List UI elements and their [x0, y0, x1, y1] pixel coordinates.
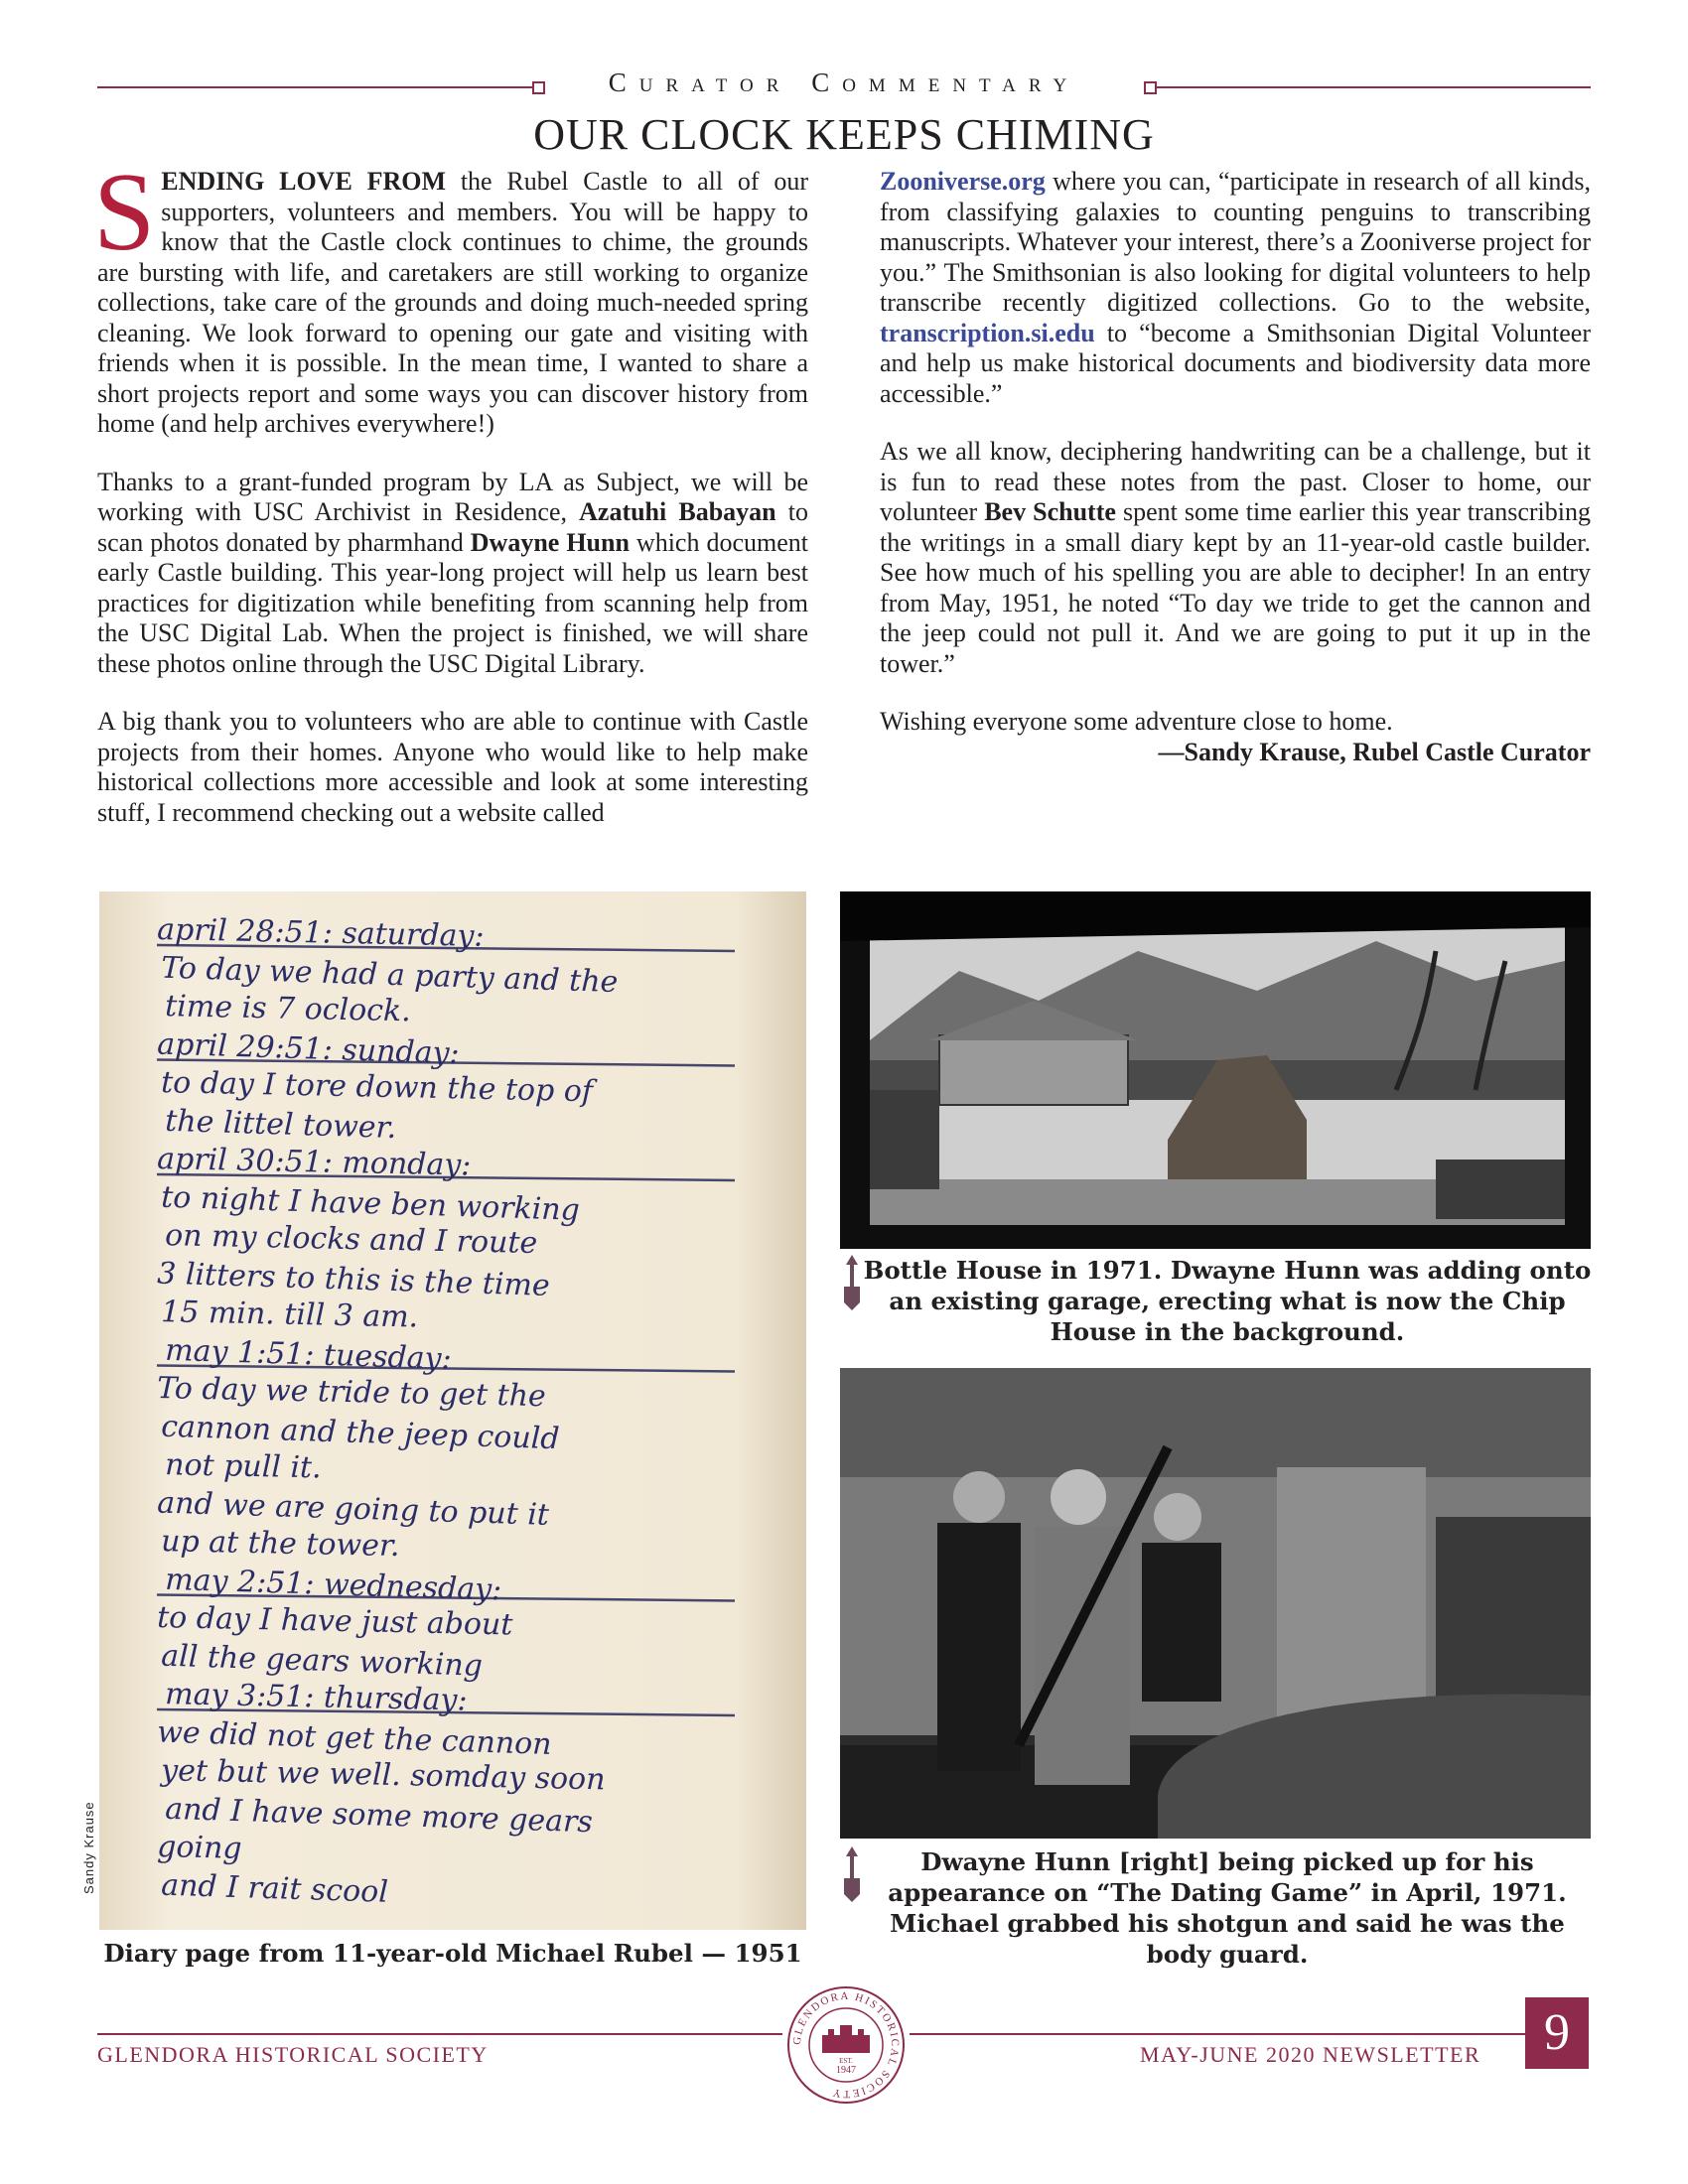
- paragraph-closing: Wishing everyone some adventure close to home.: [880, 707, 1393, 736]
- dating-game-caption: Dwayne Hunn [right] being picked up for his appearance on “The Dating Game” in April, 1971. Michael grabbed his shotgun and said he was the body guard.: [888, 1847, 1567, 1969]
- svg-text:GLENDORA HISTORICAL SOCIETY: GLENDORA HISTORICAL SOCIETY: [790, 1989, 902, 2101]
- diary-handwriting-line: going: [156, 1830, 242, 1866]
- photo-credit: Sandy Krause: [81, 1801, 96, 1894]
- person-name: Azatuhi Babayan: [579, 497, 776, 526]
- footer-rule-right: [910, 2033, 1525, 2035]
- diary-page-image: [99, 891, 806, 1930]
- section-kicker: Curator Commentary: [608, 68, 1080, 97]
- paragraph-grant: Thanks to a grant-funded program by LA as Subject, we will be working with USC Archivist in Residence, Azatuhi Babayan to scan photos donated by pharmhand Dwayne Hunn which document early Castle building. This year-long project will help us learn best practices for digitization while benefiting from scanning help from the USC Digital Lab. When the project is finished, we will share these photos online through the USC Digital Library.: [97, 467, 808, 678]
- person-name: Dwayne Hunn: [470, 527, 630, 557]
- diary-handwriting-line: the littel tower.: [164, 1103, 397, 1147]
- diary-page-svg: [99, 891, 806, 1930]
- diary-handwriting-line: we did not get the cannon: [156, 1714, 553, 1762]
- diary-handwriting-line: and we are going to put it: [156, 1485, 550, 1533]
- diary-handwriting-line: may 1:51: tuesday:: [164, 1332, 453, 1377]
- footer-society-name: GLENDORA HISTORICAL SOCIETY: [97, 2042, 489, 2067]
- diary-handwriting-line: to day I tore down the top of: [160, 1065, 594, 1110]
- smithsonian-link[interactable]: transcription.si.edu: [880, 318, 1095, 347]
- person-name: Bev Schutte: [984, 497, 1116, 526]
- diary-handwriting-line: on my clocks and I route: [164, 1218, 538, 1262]
- bottle-house-photo: [840, 891, 1591, 1249]
- diary-handwriting-line: may 3:51: thursday:: [164, 1677, 468, 1718]
- paragraph-volunteers-cont: Zooniverse.org where you can, “participate in research of all kinds, from classifying galaxies to counting penguins to transcribing manuscripts. Whatever your interest, there’s a Zooniverse project for you.” The Smithsonian is also looking for digital volunteers to help transcribe recently digitized collections. Go to the website, transcription.si.edu to “become a Smithsonian Digital Volunteer and help us make historical documents and biodiversity data more accessible.”: [880, 167, 1591, 408]
- svg-text:EST.: EST.: [839, 2057, 853, 2065]
- diary-handwriting-line: 3 litters to this is the time: [156, 1256, 551, 1303]
- society-seal-logo: [784, 1983, 908, 2107]
- diary-handwriting-line: 15 min. till 3 am.: [160, 1295, 419, 1335]
- dating-game-photo: [840, 1368, 1591, 1839]
- signature: —Sandy Krause, Rubel Castle Curator: [1158, 737, 1591, 766]
- paragraph-intro: SENDING LOVE FROM the Rubel Castle to all of our supporters, volunteers and members. You will be happy to know that the Castle clock continues to chime, the grounds are bursting with life, and caretakers are still working to organize collections, take care of the grounds and doing much-needed spring cleaning. We look forward to opening our gate and visiting with friends when it is possible. In the mean time, I wanted to share a short projects report and some ways you can discover history from home (and help archives everywhere!): [93, 151, 808, 438]
- diary-handwriting-line: may 2:51: wednesday:: [164, 1562, 502, 1608]
- diary-handwriting-line: and I rait scool: [160, 1867, 389, 1910]
- diary-handwriting-line: not pull it.: [164, 1447, 322, 1486]
- diary-handwriting-line: and I have some more gears: [164, 1791, 594, 1841]
- diary-handwriting-line: all the gears working: [160, 1638, 484, 1684]
- diary-handwriting-line: to night I have ben working: [160, 1179, 581, 1228]
- diary-handwriting-line: april 28:51: saturday:: [156, 912, 485, 954]
- diary-handwriting-line: april 29:51: sunday:: [156, 1026, 461, 1072]
- svg-text:1947: 1947: [836, 2065, 856, 2076]
- diary-caption: Diary page from 11-year-old Michael Rubel — 1951: [103, 1939, 802, 1968]
- diary-handwriting-line: To day we tride to get the: [156, 1371, 547, 1415]
- diary-handwriting-line: yet but we well. somday soon: [160, 1753, 606, 1798]
- paragraph-volunteers: A big thank you to volunteers who are able to continue with Castle projects from their homes. Anyone who would like to help make historical collections more accessible and look at some interesting stuff, I recommend checking out a website called: [97, 707, 808, 827]
- diary-handwriting-line: To day we had a party and the: [160, 950, 619, 1001]
- paragraph-handwriting: As we all know, deciphering handwriting can be a challenge, but it is fun to read these notes from the past. Closer to home, our volunteer Bev Schutte spent some time earlier this year transcribing the writings in a small diary kept by an 11-year-old castle builder. See how much of his spelling you are able to decipher! In an entry from May, 1951, he noted “To day we tride to get the cannon and the jeep could not pull it. And we are going to put it up in the tower.”: [880, 437, 1591, 678]
- article-column-left: [93, 151, 808, 827]
- diary-handwriting-line: april 30:51: monday:: [156, 1142, 472, 1183]
- article-column-right: [880, 167, 1591, 767]
- drop-cap: S: [93, 151, 156, 274]
- diary-handwriting-line: to day I have just about: [156, 1600, 513, 1643]
- bottle-house-caption: Bottle House in 1971. Dwayne Hunn was adding onto an existing garage, erecting what is now the Chip House in the background.: [863, 1256, 1592, 1346]
- page-number: 9: [1525, 1997, 1589, 2069]
- diary-handwriting-line: time is 7 oclock.: [164, 989, 412, 1029]
- footer-issue-date: MAY-JUNE 2020 NEWSLETTER: [1140, 2042, 1481, 2067]
- diary-handwriting-line: cannon and the jeep could: [160, 1409, 561, 1457]
- zooniverse-link[interactable]: Zooniverse.org: [880, 167, 1046, 196]
- header-rule-right: [1152, 86, 1591, 88]
- diary-handwriting-line: up at the tower.: [160, 1524, 400, 1565]
- header-rule-left: [97, 86, 536, 88]
- footer-rule-left: [97, 2033, 782, 2035]
- article-headline: OUR CLOCK KEEPS CHIMING: [533, 110, 1155, 159]
